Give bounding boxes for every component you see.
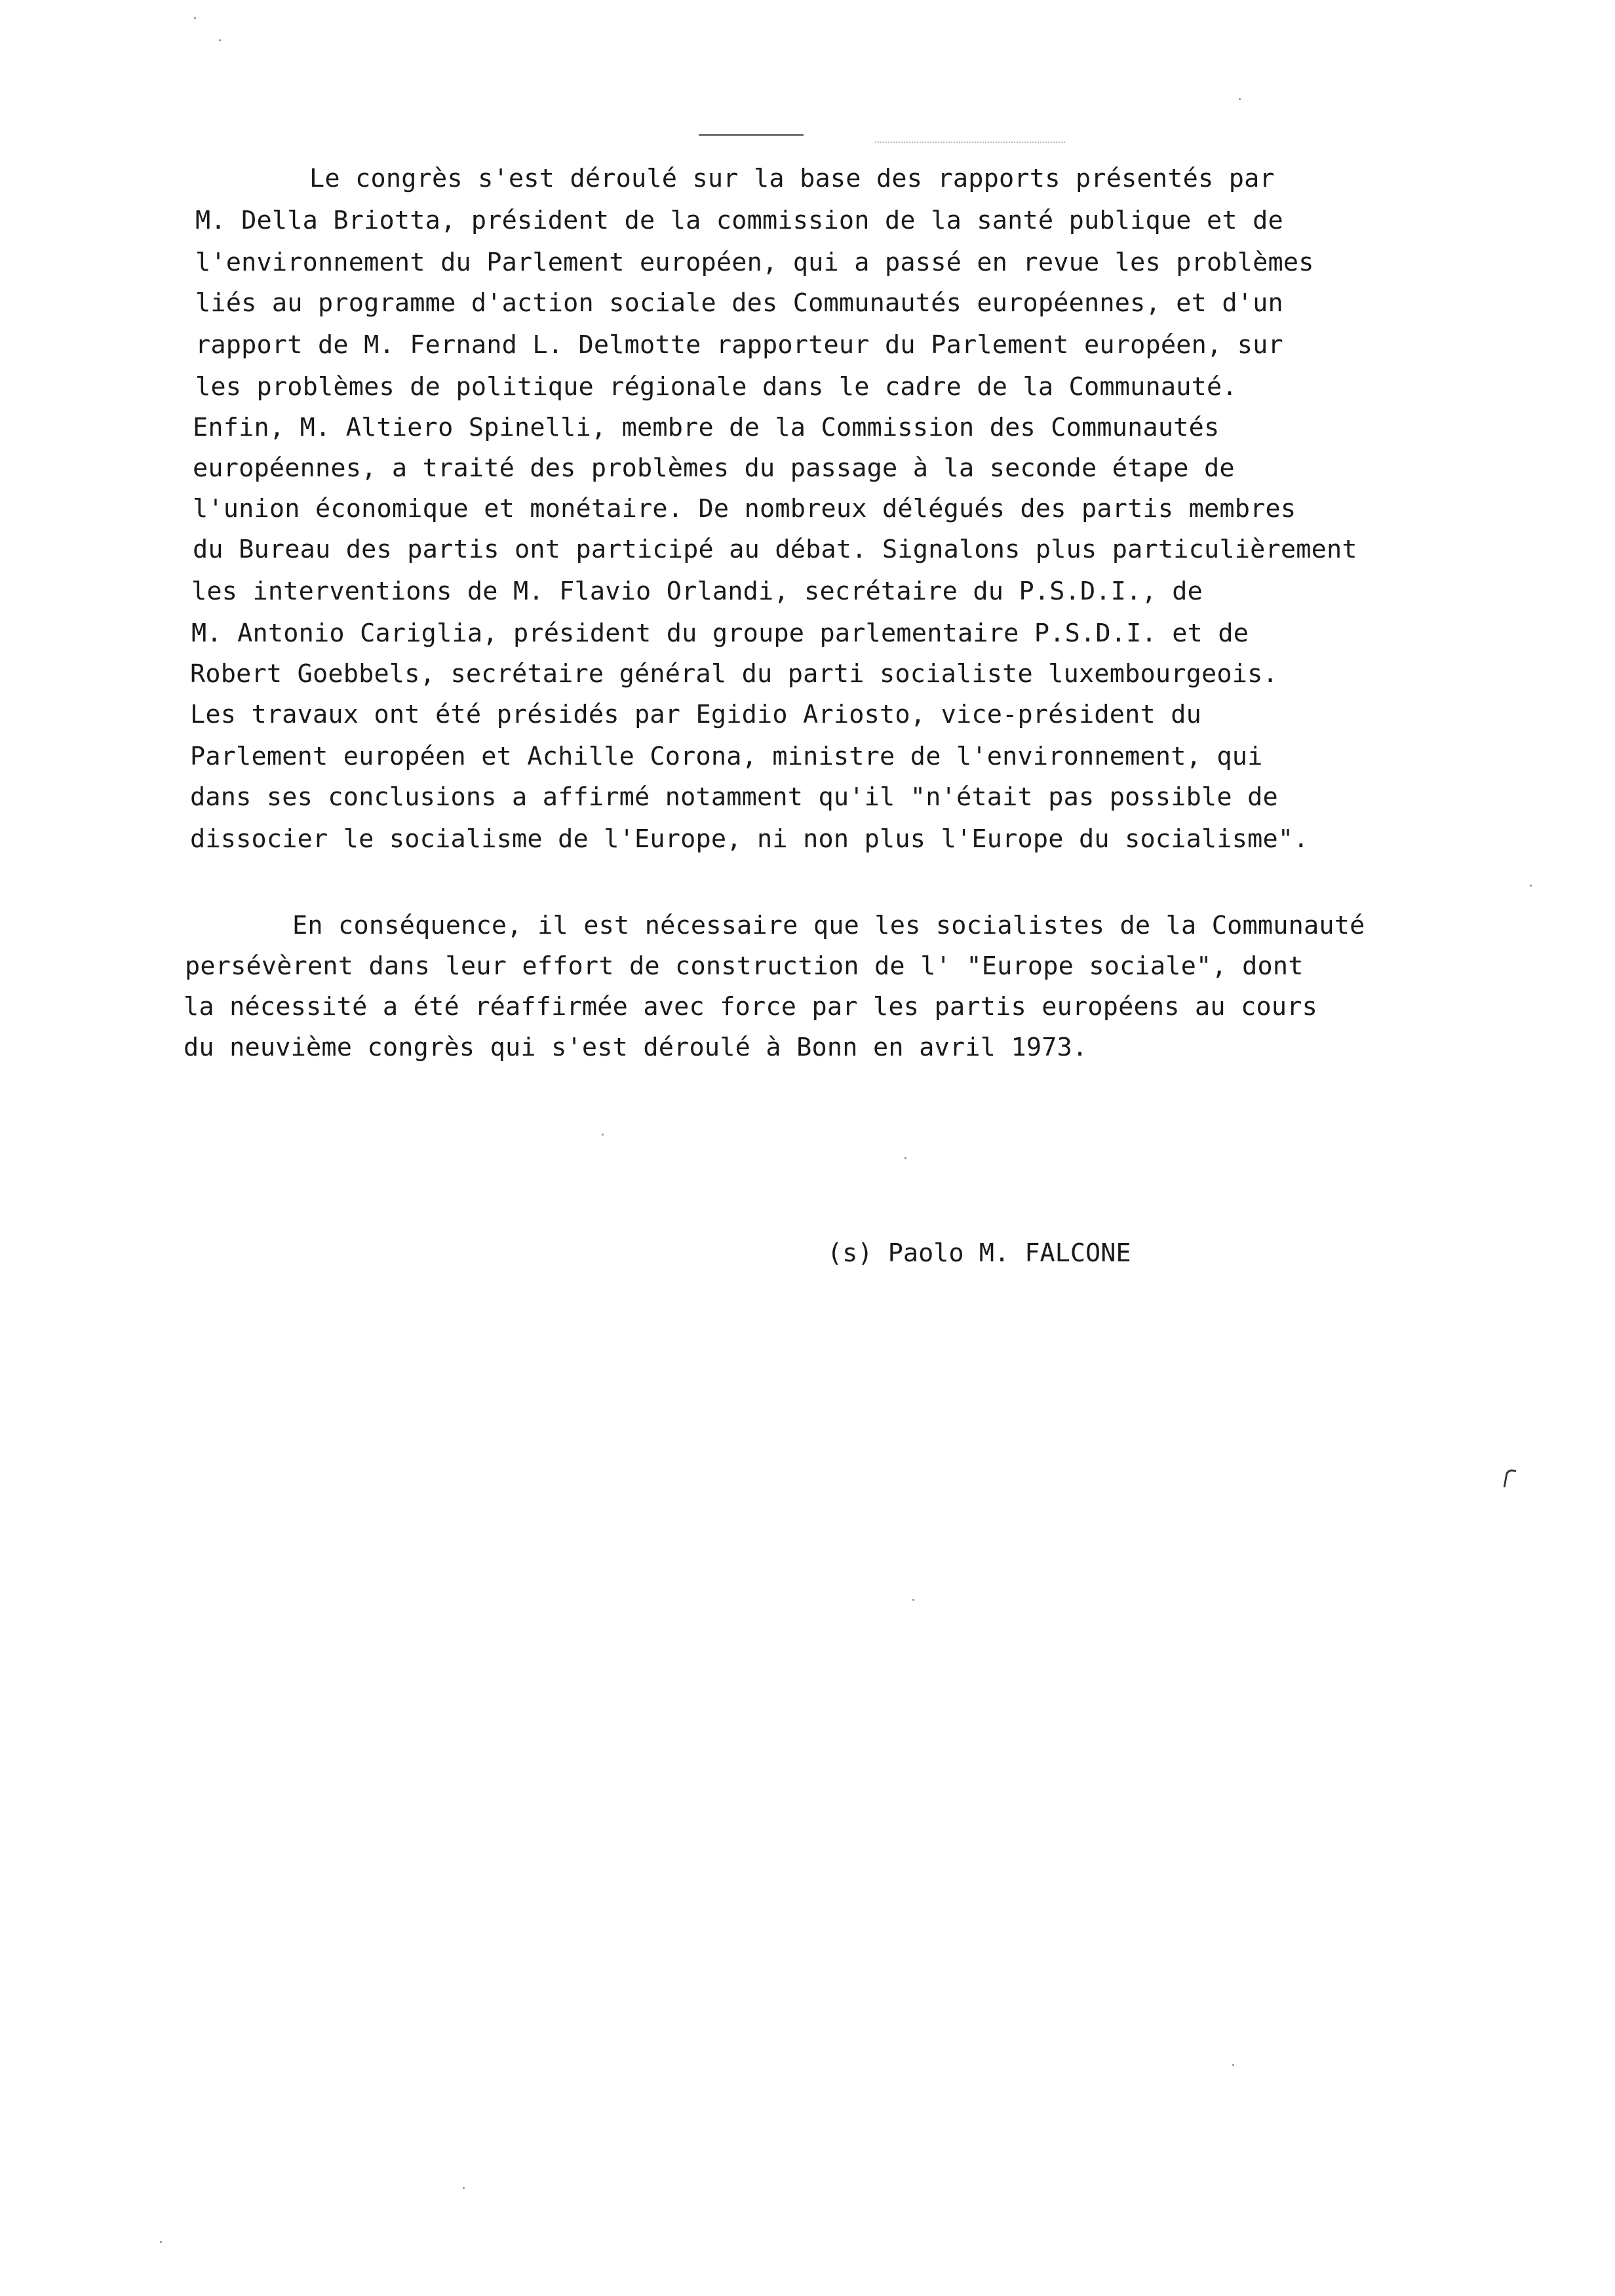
paragraph1-line-8: européennes, a traité des problèmes du passage à la seconde étape de [193,453,1235,483]
top-rule [699,134,804,136]
paragraph1-line-9: l'union économique et monétaire. De nombreux délégués des partis membres [193,494,1296,524]
paragraph1-line-5: rapport de M. Fernand L. Delmotte rapporteur du Parlement européen, sur [195,330,1283,360]
paragraph1-line-6: les problèmes de politique régionale dans le cadre de la Communauté. [195,372,1237,402]
paragraph2-line-4: du neuvième congrès qui s'est déroulé à Bonn en avril 1973. [184,1033,1088,1062]
scan-speck [1239,98,1241,100]
paragraph1-line-3: l'environnement du Parlement européen, qui a passé en revue les problèmes [195,248,1314,277]
scan-speck [905,1157,906,1159]
paragraph1-line-16: dans ses conclusions a affirmé notamment qu'il "n'était pas possible de [190,782,1278,812]
top-rule-faint [875,142,1065,143]
paragraph2-line-1: En conséquence, il est nécessaire que les socialistes de la Communauté [292,911,1365,940]
signature: (s) Paolo M. FALCONE [827,1238,1131,1268]
paragraph1-line-10: du Bureau des partis ont participé au débat. Signalons plus particulièrement [193,535,1357,564]
scan-speck [1232,2064,1234,2066]
paragraph1-line-7: Enfin, M. Altiero Spinelli, membre de la Commission des Communautés [193,413,1220,442]
paragraph1-line-17: dissocier le socialisme de l'Europe, ni non plus l'Europe du socialisme". [190,824,1309,854]
paragraph1-line-4: liés au programme d'action sociale des Communautés européennes, et d'un [195,288,1283,318]
paragraph1-line-12: M. Antonio Cariglia, président du groupe parlementaire P.S.D.I. et de [191,619,1249,648]
scan-speck [602,1134,604,1136]
scan-speck [1530,885,1532,887]
scan-speck [160,2241,162,2243]
paragraph2-line-3: la nécessité a été réaffirmée avec force par les partis européens au cours [184,992,1318,1022]
paragraph1-line-13: Robert Goebbels, secrétaire général du parti socialiste luxembourgeois. [190,659,1278,689]
margin-mark [1504,1468,1517,1489]
scan-speck [219,39,221,41]
scan-speck [912,1599,914,1601]
scan-speck [463,2187,465,2189]
paragraph2-line-2: persévèrent dans leur effort de construction de l' "Europe sociale", dont [185,951,1304,981]
paragraph1-line-11: les interventions de M. Flavio Orlandi, secrétaire du P.S.D.I., de [191,577,1203,606]
paragraph1-line-2: M. Della Briotta, président de la commission de la santé publique et de [195,206,1283,235]
scan-speck [194,17,196,19]
paragraph1-line-15: Parlement européen et Achille Corona, ministre de l'environnement, qui [190,742,1263,771]
paragraph1-line-1: Le congrès s'est déroulé sur la base des rapports présentés par [309,164,1275,193]
paragraph1-line-14: Les travaux ont été présidés par Egidio Ariosto, vice-président du [190,700,1202,729]
